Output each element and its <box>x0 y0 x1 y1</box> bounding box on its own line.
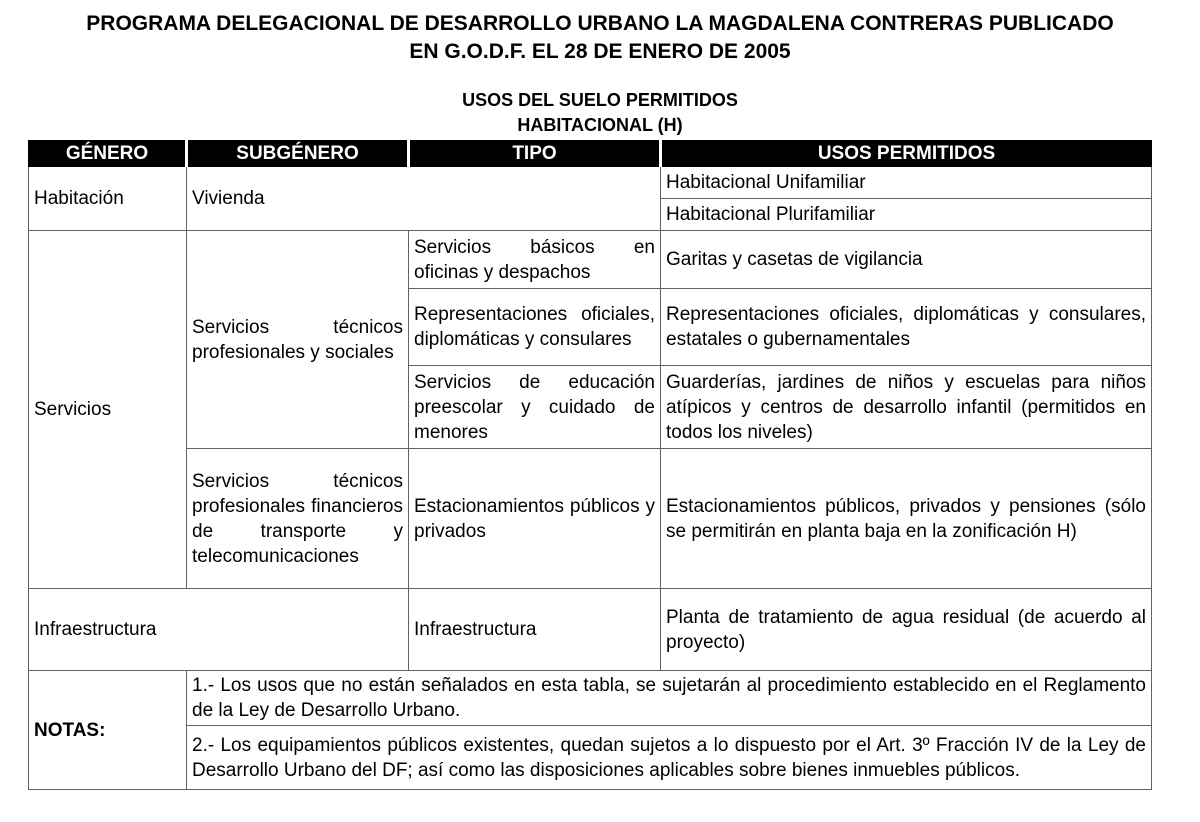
column-header-usos-permitidos: USOS PERMITIDOS <box>661 141 1152 167</box>
column-header-tipo: TIPO <box>409 141 661 167</box>
land-use-table <box>28 140 1152 790</box>
cell-notes-label: NOTAS: <box>29 671 187 790</box>
cell-tipo-servicios-basicos: Servicios básicos en oficinas y despachos <box>409 231 661 289</box>
page-title-line2: EN G.O.D.F. EL 28 DE ENERO DE 2005 <box>409 40 791 63</box>
cell-genero-infraestructura: Infraestructura <box>29 589 409 671</box>
doc-subtitle: USOS DEL SUELO PERMITIDOS <box>462 90 738 110</box>
column-header-genero: GÉNERO <box>29 141 187 167</box>
column-header-subgenero: SUBGÉNERO <box>187 141 409 167</box>
page-title-line1: PROGRAMA DELEGACIONAL DE DESARROLLO URBANO LA MAGDALENA CONTRERAS PUBLICADO <box>86 12 1114 35</box>
table-row <box>29 449 1152 589</box>
cell-uso-garitas: Garitas y casetas de vigilancia <box>661 231 1152 289</box>
cell-uso-habitacional-plurifamiliar: Habitacional Plurifamiliar <box>661 199 1152 231</box>
cell-tipo-infraestructura: Infraestructura <box>409 589 661 671</box>
cell-uso-representaciones: Representaciones oficiales, diplomáticas y consulares, estatales o gubernamentales <box>661 289 1152 366</box>
cell-subgenero-vivienda: Vivienda <box>187 167 661 231</box>
table-row <box>29 726 1152 790</box>
cell-genero-servicios: Servicios <box>29 231 187 589</box>
table-row <box>29 231 1152 289</box>
cell-note-2: 2.- Los equipamientos públicos existentes, quedan sujetos a lo dispuesto por el Art. 3º Fracción IV de la Ley de Desarrollo Urbano del DF; así como las disposiciones aplicables sobre bienes inmuebles públicos. <box>187 726 1152 790</box>
table-row <box>29 671 1152 726</box>
cell-tipo-estacionamientos: Estacionamientos públicos y privados <box>409 449 661 589</box>
cell-tipo-representaciones: Representaciones oficiales, diplomáticas y consulares <box>409 289 661 366</box>
zone-title: HABITACIONAL (H) <box>517 115 683 135</box>
page-title <box>0 10 1200 66</box>
cell-uso-habitacional-unifamiliar: Habitacional Unifamiliar <box>661 167 1152 199</box>
cell-uso-estacionamientos: Estacionamientos públicos, privados y pensiones (sólo se permitirán en planta baja en la zonificación H) <box>661 449 1152 589</box>
table-row <box>29 167 1152 199</box>
cell-note-1: 1.- Los usos que no están señalados en esta tabla, se sujetarán al procedimiento establecido en el Reglamento de la Ley de Desarrollo Urbano. <box>187 671 1152 726</box>
cell-subgenero-servicios-sociales: Servicios técnicos profesionales y sociales <box>187 231 409 449</box>
cell-subgenero-servicios-financieros: Servicios técnicos profesionales financieros de transporte y telecomunicaciones <box>187 449 409 589</box>
cell-uso-guarderias: Guarderías, jardines de niños y escuelas para niños atípicos y centros de desarrollo infantil (permitidos en todos los niveles) <box>661 366 1152 449</box>
cell-uso-planta-tratamiento: Planta de tratamiento de agua residual (de acuerdo al proyecto) <box>661 589 1152 671</box>
table-row <box>29 589 1152 671</box>
table-header-row <box>29 141 1152 167</box>
cell-tipo-educacion-preescolar: Servicios de educación preescolar y cuidado de menores <box>409 366 661 449</box>
cell-genero-habitacion: Habitación <box>29 167 187 231</box>
